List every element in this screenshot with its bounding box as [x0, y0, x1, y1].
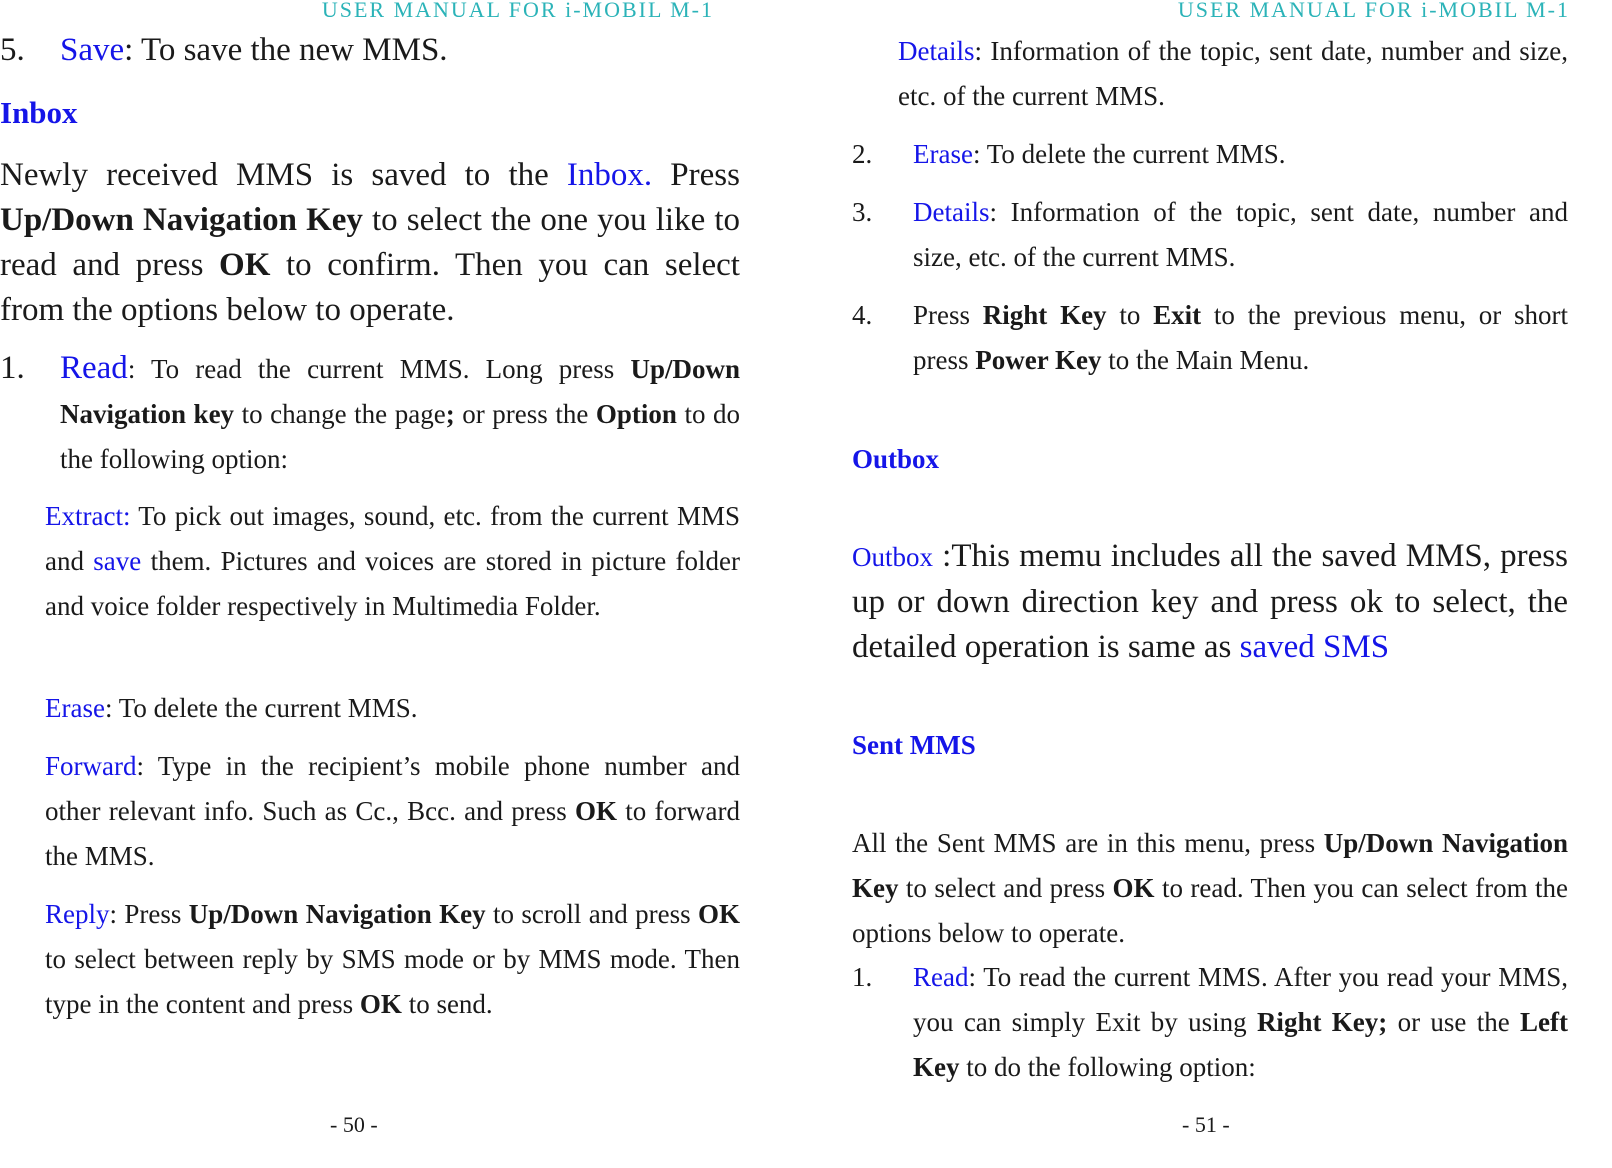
- item-number: 1.: [0, 350, 25, 386]
- sent-mms-heading: Sent MMS: [852, 730, 976, 760]
- inbox-intro: Newly received MMS is saved to the Inbox. Press Up/Down Navigation Key to select the one you like to read and press OK to confirm. Then you can select from the options below to operate.: [0, 157, 741, 328]
- page-50: [0, 0, 740, 1168]
- item-number: 5.: [0, 32, 25, 68]
- running-header: USER MANUAL FOR i-MOBIL M-1: [321, 0, 714, 22]
- item-save: 5. Save: To save the new MMS.: [0, 32, 448, 68]
- read-item: 1. Read: To read the current MMS. Long press Up/Down Navigation key to change the page; or press the Option to do the following option:: [0, 346, 740, 482]
- inbox-heading: Inbox: [0, 95, 78, 130]
- item-exit: 4. Press Right Key to Exit to the previous menu, or short press Power Key to the Main Menu.: [852, 300, 1568, 375]
- outbox-heading: Outbox: [852, 444, 940, 474]
- forward-term: Forward: [45, 751, 137, 781]
- sent-mms-paragraph: All the Sent MMS are in this menu, press Up/Down Navigation Key to select and press OK to read. Then you can select from the options below to operate.: [852, 828, 1568, 948]
- extract-option: Extract: To pick out images, sound, etc. from the current MMS and save them. Pictures and voices are stored in picture folder and voice folder respectively in Multimedia Folder.: [45, 501, 740, 621]
- page-51: [852, 0, 1568, 1168]
- page-number: - 51 -: [1182, 1112, 1230, 1137]
- details-continued: Details: Information of the topic, sent date, number and size, etc. of the current MMS.: [898, 36, 1568, 111]
- outbox-term: Outbox: [852, 542, 933, 572]
- erase-option: Erase: To delete the current MMS.: [45, 693, 418, 723]
- erase-term: Erase: [45, 693, 105, 723]
- outbox-paragraph: Outbox :This memu includes all the saved MMS, press up or down direction key and press ok to select, the detailed operation is same as saved SMS: [852, 538, 1568, 665]
- extract-term: Extract:: [45, 501, 131, 531]
- running-header: USER MANUAL FOR i-MOBIL M-1: [1177, 0, 1570, 22]
- read-term: Read: [60, 350, 128, 386]
- item-details: 3. Details: Information of the topic, sent date, number and size, etc. of the current MMS.: [852, 197, 1568, 272]
- reply-term: Reply: [45, 899, 110, 929]
- reply-option: Reply: Press Up/Down Navigation Key to scroll and press OK to select between reply by SMS mode or by MMS mode. Then type in the content and press OK to send.: [45, 899, 740, 1019]
- sent-read-item: 1. Read: To read the current MMS. After you read your MMS, you can simply Exit by using Right Key; or use the Left Key to do the following option:: [852, 962, 1569, 1082]
- page-number: - 50 -: [330, 1112, 378, 1137]
- saved-sms-link: saved SMS: [1239, 629, 1390, 665]
- save-term: Save: [60, 32, 125, 68]
- item-erase: 2. Erase: To delete the current MMS.: [852, 139, 1286, 169]
- forward-option: Forward: Type in the recipient’s mobile phone number and other relevant info. Such as Cc., Bcc. and press OK to forward the MMS.: [45, 751, 740, 871]
